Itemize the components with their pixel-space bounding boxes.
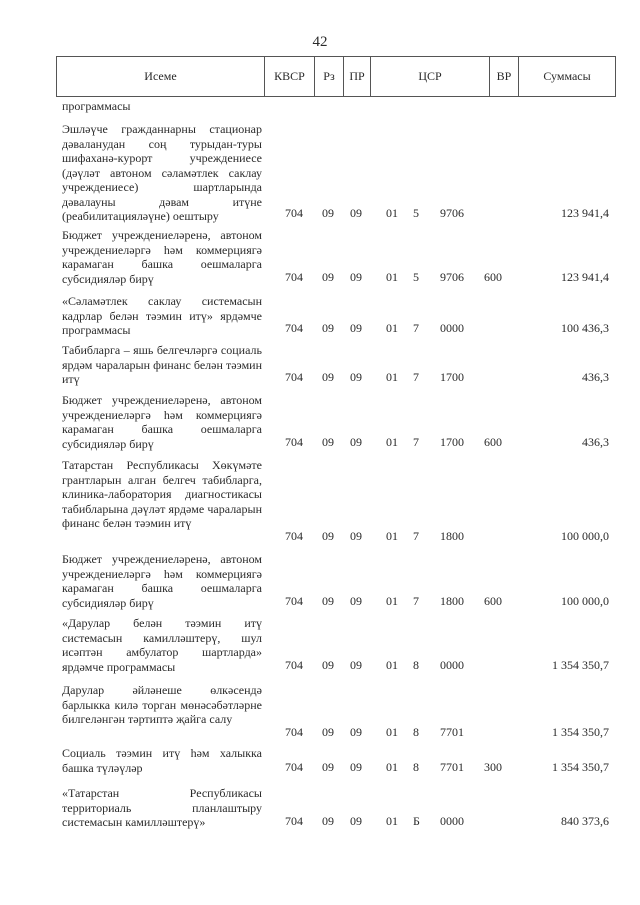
page-number: 42	[312, 34, 328, 50]
row-name: «Татарстан Республикасы территориаль планлаштыру системасын камилләштерү»	[62, 786, 262, 829]
table-row	[0, 746, 640, 774]
row-kvsr: 704	[285, 658, 303, 672]
row-csr-program: 01	[386, 594, 398, 608]
row-kvsr: 704	[285, 206, 303, 220]
row-csr-subprogram: 8	[413, 760, 419, 774]
row-kvsr: 704	[285, 270, 303, 284]
row-sum: 100 436,3	[561, 321, 609, 335]
row-name: «Дарулар белән тәэмин итү системасын камилләштерү, шул исәптән амбулатор шартларда» ярдәмче программасы	[62, 616, 262, 674]
row-csr-code: 0000	[440, 658, 464, 672]
row-csr-code: 1700	[440, 435, 464, 449]
row-name: программасы	[62, 99, 131, 113]
row-kvsr: 704	[285, 529, 303, 543]
table-row	[0, 343, 640, 384]
header-kvsr: КВСР	[265, 57, 315, 96]
row-rz: 09	[322, 321, 334, 335]
row-csr-code: 1800	[440, 594, 464, 608]
row-kvsr: 704	[285, 370, 303, 384]
row-name: Эшләүче гражданнарны стационар дәваланудан соң турыдан-туры шифаханә-курорт учреждениесе (дәүләт автоном сәламәтлек саклау учреждениесе) шартларында дәвалауны дәвам итүне (реабилитацияләүне) оештыру	[62, 122, 262, 223]
row-csr-subprogram: 5	[413, 270, 419, 284]
table-row	[0, 294, 640, 335]
row-pr: 09	[350, 270, 362, 284]
header-sum: Суммасы	[543, 69, 591, 83]
row-csr-subprogram: 7	[413, 435, 419, 449]
row-csr-subprogram: 8	[413, 658, 419, 672]
row-csr-program: 01	[386, 760, 398, 774]
row-csr-code: 7701	[440, 725, 464, 739]
table-row	[0, 99, 640, 113]
row-sum: 436,3	[582, 435, 609, 449]
row-pr: 09	[350, 658, 362, 672]
row-csr-program: 01	[386, 725, 398, 739]
row-rz: 09	[322, 725, 334, 739]
row-csr-program: 01	[386, 529, 398, 543]
header-csr: ЦСР	[371, 57, 490, 96]
row-csr-program: 01	[386, 206, 398, 220]
row-pr: 09	[350, 321, 362, 335]
table-row	[0, 458, 640, 543]
row-pr: 09	[350, 594, 362, 608]
row-rz: 09	[322, 270, 334, 284]
row-csr-code: 0000	[440, 321, 464, 335]
row-csr-subprogram: 7	[413, 594, 419, 608]
table-row	[0, 616, 640, 672]
row-rz: 09	[322, 529, 334, 543]
row-kvsr: 704	[285, 594, 303, 608]
row-csr-program: 01	[386, 321, 398, 335]
header-name: Исеме	[57, 57, 265, 96]
row-csr-code: 7701	[440, 760, 464, 774]
row-csr-program: 01	[386, 814, 398, 828]
row-name: Дарулар әйләнеше өлкәсендә барлыкка килә торган мөнәсәбәтләрне билгеләнгән тәртиптә җайга салу	[62, 683, 262, 726]
row-rz: 09	[322, 206, 334, 220]
table-row	[0, 683, 640, 739]
row-name: Татарстан Республикасы Хөкүмәте грантларын алган белгеч табибларга, клиника-лаборатория диагностикасы табибларына дәүләт ярдәме чараларын финанс белән тәэмин итү	[62, 458, 262, 530]
row-pr: 09	[350, 760, 362, 774]
row-sum: 436,3	[582, 370, 609, 384]
row-rz: 09	[322, 370, 334, 384]
row-sum: 123 941,4	[561, 206, 609, 220]
row-kvsr: 704	[285, 814, 303, 828]
header-vr: ВР	[490, 57, 519, 96]
row-csr-subprogram: 5	[413, 206, 419, 220]
table-row	[0, 122, 640, 223]
header-rz: Рз	[315, 57, 344, 96]
row-name: Бюджет учреждениеләренә, автоном учреждениеләргә һәм коммерциягә карамаган башка оешмаларга субсидияләр бирү	[62, 393, 262, 451]
header-pr: ПР	[344, 57, 371, 96]
row-pr: 09	[350, 725, 362, 739]
row-kvsr: 704	[285, 760, 303, 774]
row-csr-code: 0000	[440, 814, 464, 828]
row-sum: 123 941,4	[561, 270, 609, 284]
row-vr: 600	[484, 270, 502, 284]
row-csr-program: 01	[386, 658, 398, 672]
row-csr-subprogram: 7	[413, 529, 419, 543]
row-sum: 1 354 350,7	[552, 725, 609, 739]
table-row	[0, 228, 640, 284]
row-sum: 1 354 350,7	[552, 658, 609, 672]
row-vr: 600	[484, 594, 502, 608]
row-pr: 09	[350, 206, 362, 220]
row-name: Бюджет учреждениеләренә, автоном учреждениеләргә һәм коммерциягә карамаган башка оешмаларга субсидияләр бирү	[62, 552, 262, 610]
table-row	[0, 393, 640, 449]
row-rz: 09	[322, 814, 334, 828]
row-csr-code: 1700	[440, 370, 464, 384]
row-kvsr: 704	[285, 435, 303, 449]
row-pr: 09	[350, 814, 362, 828]
row-csr-subprogram: Б	[413, 814, 420, 828]
row-vr: 300	[484, 760, 502, 774]
row-csr-code: 9706	[440, 206, 464, 220]
row-pr: 09	[350, 370, 362, 384]
row-rz: 09	[322, 435, 334, 449]
row-pr: 09	[350, 529, 362, 543]
row-kvsr: 704	[285, 321, 303, 335]
row-name: Табибларга – яшь белгечләргә социаль ярдәм чараларын финанс белән тәэмин итү	[62, 343, 262, 386]
row-vr: 600	[484, 435, 502, 449]
table-header	[56, 56, 616, 97]
row-csr-code: 9706	[440, 270, 464, 284]
table-row	[0, 786, 640, 828]
row-kvsr: 704	[285, 725, 303, 739]
row-rz: 09	[322, 658, 334, 672]
row-sum: 1 354 350,7	[552, 760, 609, 774]
row-pr: 09	[350, 435, 362, 449]
row-name: Бюджет учреждениеләренә, автоном учреждениеләргә һәм коммерциягә карамаган башка оешмаларга субсидияләр бирү	[62, 228, 262, 286]
table-row	[0, 552, 640, 608]
row-csr-code: 1800	[440, 529, 464, 543]
row-name: Социаль тәэмин итү һәм халыкка башка түләүләр	[62, 746, 262, 775]
row-csr-program: 01	[386, 435, 398, 449]
row-name: «Сәламәтлек саклау системасын кадрлар белән тәэмин итү» ярдәмче программасы	[62, 294, 262, 337]
row-rz: 09	[322, 760, 334, 774]
row-csr-subprogram: 7	[413, 321, 419, 335]
row-csr-subprogram: 8	[413, 725, 419, 739]
row-sum: 100 000,0	[561, 594, 609, 608]
row-csr-subprogram: 7	[413, 370, 419, 384]
row-csr-program: 01	[386, 370, 398, 384]
row-rz: 09	[322, 594, 334, 608]
row-csr-program: 01	[386, 270, 398, 284]
row-sum: 100 000,0	[561, 529, 609, 543]
row-sum: 840 373,6	[561, 814, 609, 828]
